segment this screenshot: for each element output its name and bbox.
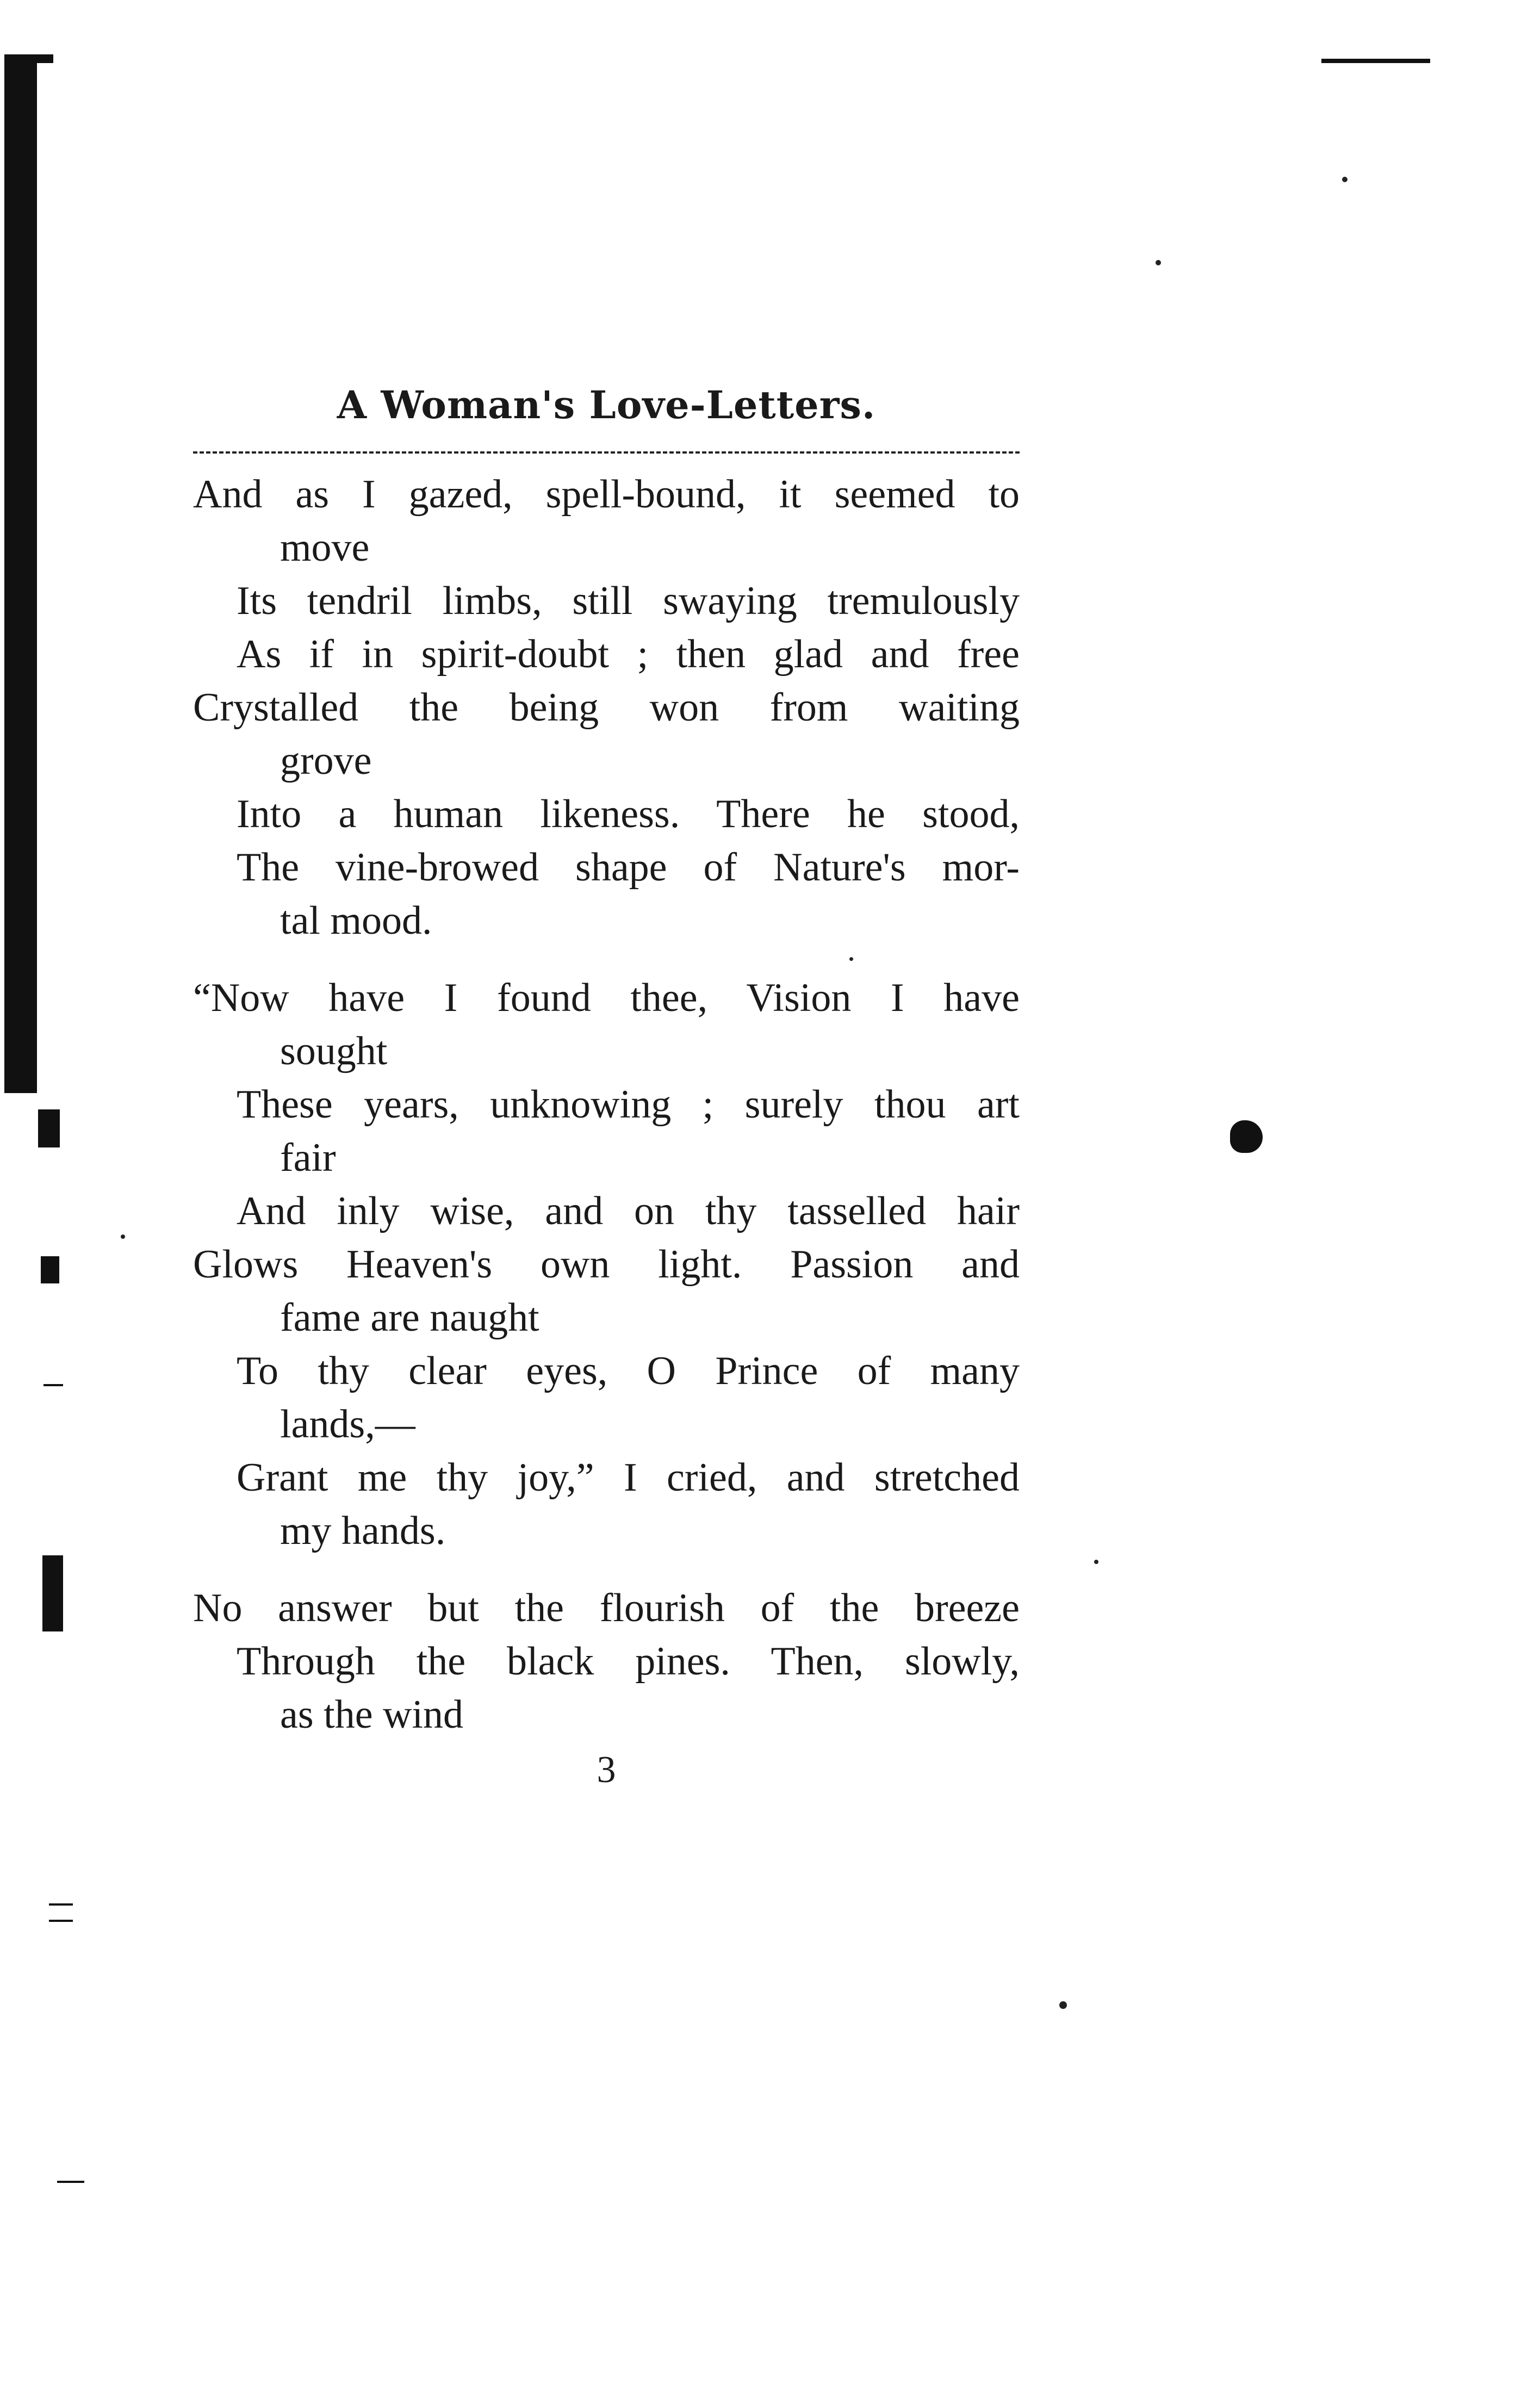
scan-speck <box>1059 2001 1067 2009</box>
scan-speck <box>1342 177 1348 182</box>
verse-line-continuation: grove <box>280 739 372 783</box>
scan-speck <box>1094 1560 1098 1564</box>
scan-mark <box>57 2181 84 2183</box>
head-rule <box>193 451 1020 454</box>
verse-line: Grant me thy joy,” I cried, and stretched <box>237 1455 1020 1500</box>
verse-line: Its tendril limbs, still swaying tremulously <box>237 579 1020 623</box>
verse-line-continuation: fame are naught <box>280 1295 539 1340</box>
ink-blot <box>1230 1120 1263 1153</box>
verse-line: Into a human likeness. There he stood, <box>237 792 1020 836</box>
verse-line: Crystalled the being won from waiting <box>193 685 1020 730</box>
scan-speck <box>121 1234 125 1239</box>
verse-line: And inly wise, and on thy tasselled hair <box>237 1189 1020 1233</box>
verse-line: No answer but the flourish of the breeze <box>193 1586 1020 1630</box>
verse-line-continuation: sought <box>280 1029 388 1074</box>
verse-line-continuation: move <box>280 525 370 570</box>
verse-line: Through the black pines. Then, slowly, <box>237 1639 1020 1684</box>
verse-line-continuation: lands,— <box>280 1402 415 1447</box>
binding-edge <box>4 60 37 1093</box>
page-number: 3 <box>597 1749 616 1791</box>
scan-mark <box>42 1555 63 1631</box>
stanza <box>193 1581 1020 1741</box>
verse-line-continuation: my hands. <box>280 1509 446 1553</box>
verse-line-continuation: fair <box>280 1136 336 1180</box>
scan-mark <box>49 1920 73 1922</box>
verse-line: “Now have I found thee, Vision I have <box>193 976 1020 1020</box>
verse-line-continuation: tal mood. <box>280 898 432 943</box>
poem-text <box>193 468 1020 1765</box>
scan-mark <box>38 1109 60 1147</box>
scan-speck <box>1156 260 1161 265</box>
scan-mark <box>41 1256 59 1283</box>
verse-line: And as I gazed, spell-bound, it seemed to <box>193 472 1020 517</box>
stanza <box>193 971 1020 1558</box>
verse-line: These years, unknowing ; surely thou art <box>237 1082 1020 1127</box>
scan-mark <box>49 1903 73 1906</box>
verse-line: The vine-browed shape of Nature's mor- <box>237 845 1020 890</box>
verse-line: Glows Heaven's own light. Passion and <box>193 1242 1020 1287</box>
running-head: A Woman's Love-Letters. <box>337 382 876 427</box>
stanza <box>193 468 1020 947</box>
verse-line-continuation: as the wind <box>280 1692 464 1737</box>
scan-mark <box>1321 59 1430 63</box>
scan-mark <box>44 1384 63 1386</box>
verse-line: As if in spirit-doubt ; then glad and free <box>237 632 1020 677</box>
verse-line: To thy clear eyes, O Prince of many <box>237 1349 1020 1393</box>
